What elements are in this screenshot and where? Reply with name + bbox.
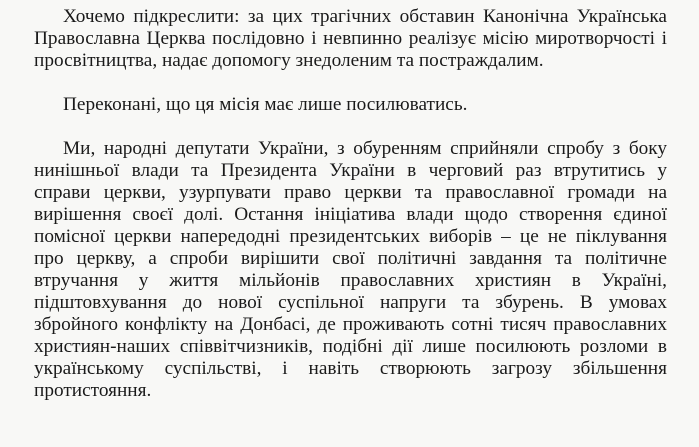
text-line: підштовхування до нової суспільної напруги та збурень. В умовах xyxy=(34,292,667,313)
text-line: християн-наших співвітчизників, подібні дії лише посилюють розломи в xyxy=(34,336,667,357)
text-line: Ми, народні депутати України, з обуренням сприйняли спробу з боку xyxy=(63,138,667,159)
text-line: про церкву, а спроби вирішити свої політичні завдання та політичне xyxy=(34,248,667,269)
text-line: збройного конфлікту на Донбасі, де проживають сотні тисяч православних xyxy=(34,314,667,335)
paragraph-3 xyxy=(34,138,667,402)
text-line: українському суспільстві, і навіть створюють загрозу збільшення xyxy=(34,358,667,379)
text-line: просвітництва, надає допомогу знедоленим та постраждалим. xyxy=(34,50,544,71)
paragraph-1 xyxy=(34,6,667,72)
text-line: втручання у життя мільйонів православних християн в Україні, xyxy=(34,270,667,291)
text-line: протистояння. xyxy=(34,380,152,401)
text-line: помісної церкви напередодні президентських виборів – це не піклування xyxy=(34,226,667,247)
text-line: вирішення своєї долі. Остання ініціатива влади щодо створення єдиної xyxy=(34,204,667,225)
text-line: нинішньої влади та Президента України в черговий раз втрутитись у xyxy=(34,160,667,181)
text-line: Переконані, що ця місія має лише посилюватись. xyxy=(63,94,468,115)
paragraph-2 xyxy=(63,94,667,116)
text-line: Хочемо підкреслити: за цих трагічних обставин Канонічна Українська xyxy=(63,6,667,27)
text-line: Православна Церква послідовно і невпинно реалізує місію миротворчості і xyxy=(34,28,667,49)
text-line: справи церкви, узурпувати право церкви та православної громади на xyxy=(34,182,667,203)
